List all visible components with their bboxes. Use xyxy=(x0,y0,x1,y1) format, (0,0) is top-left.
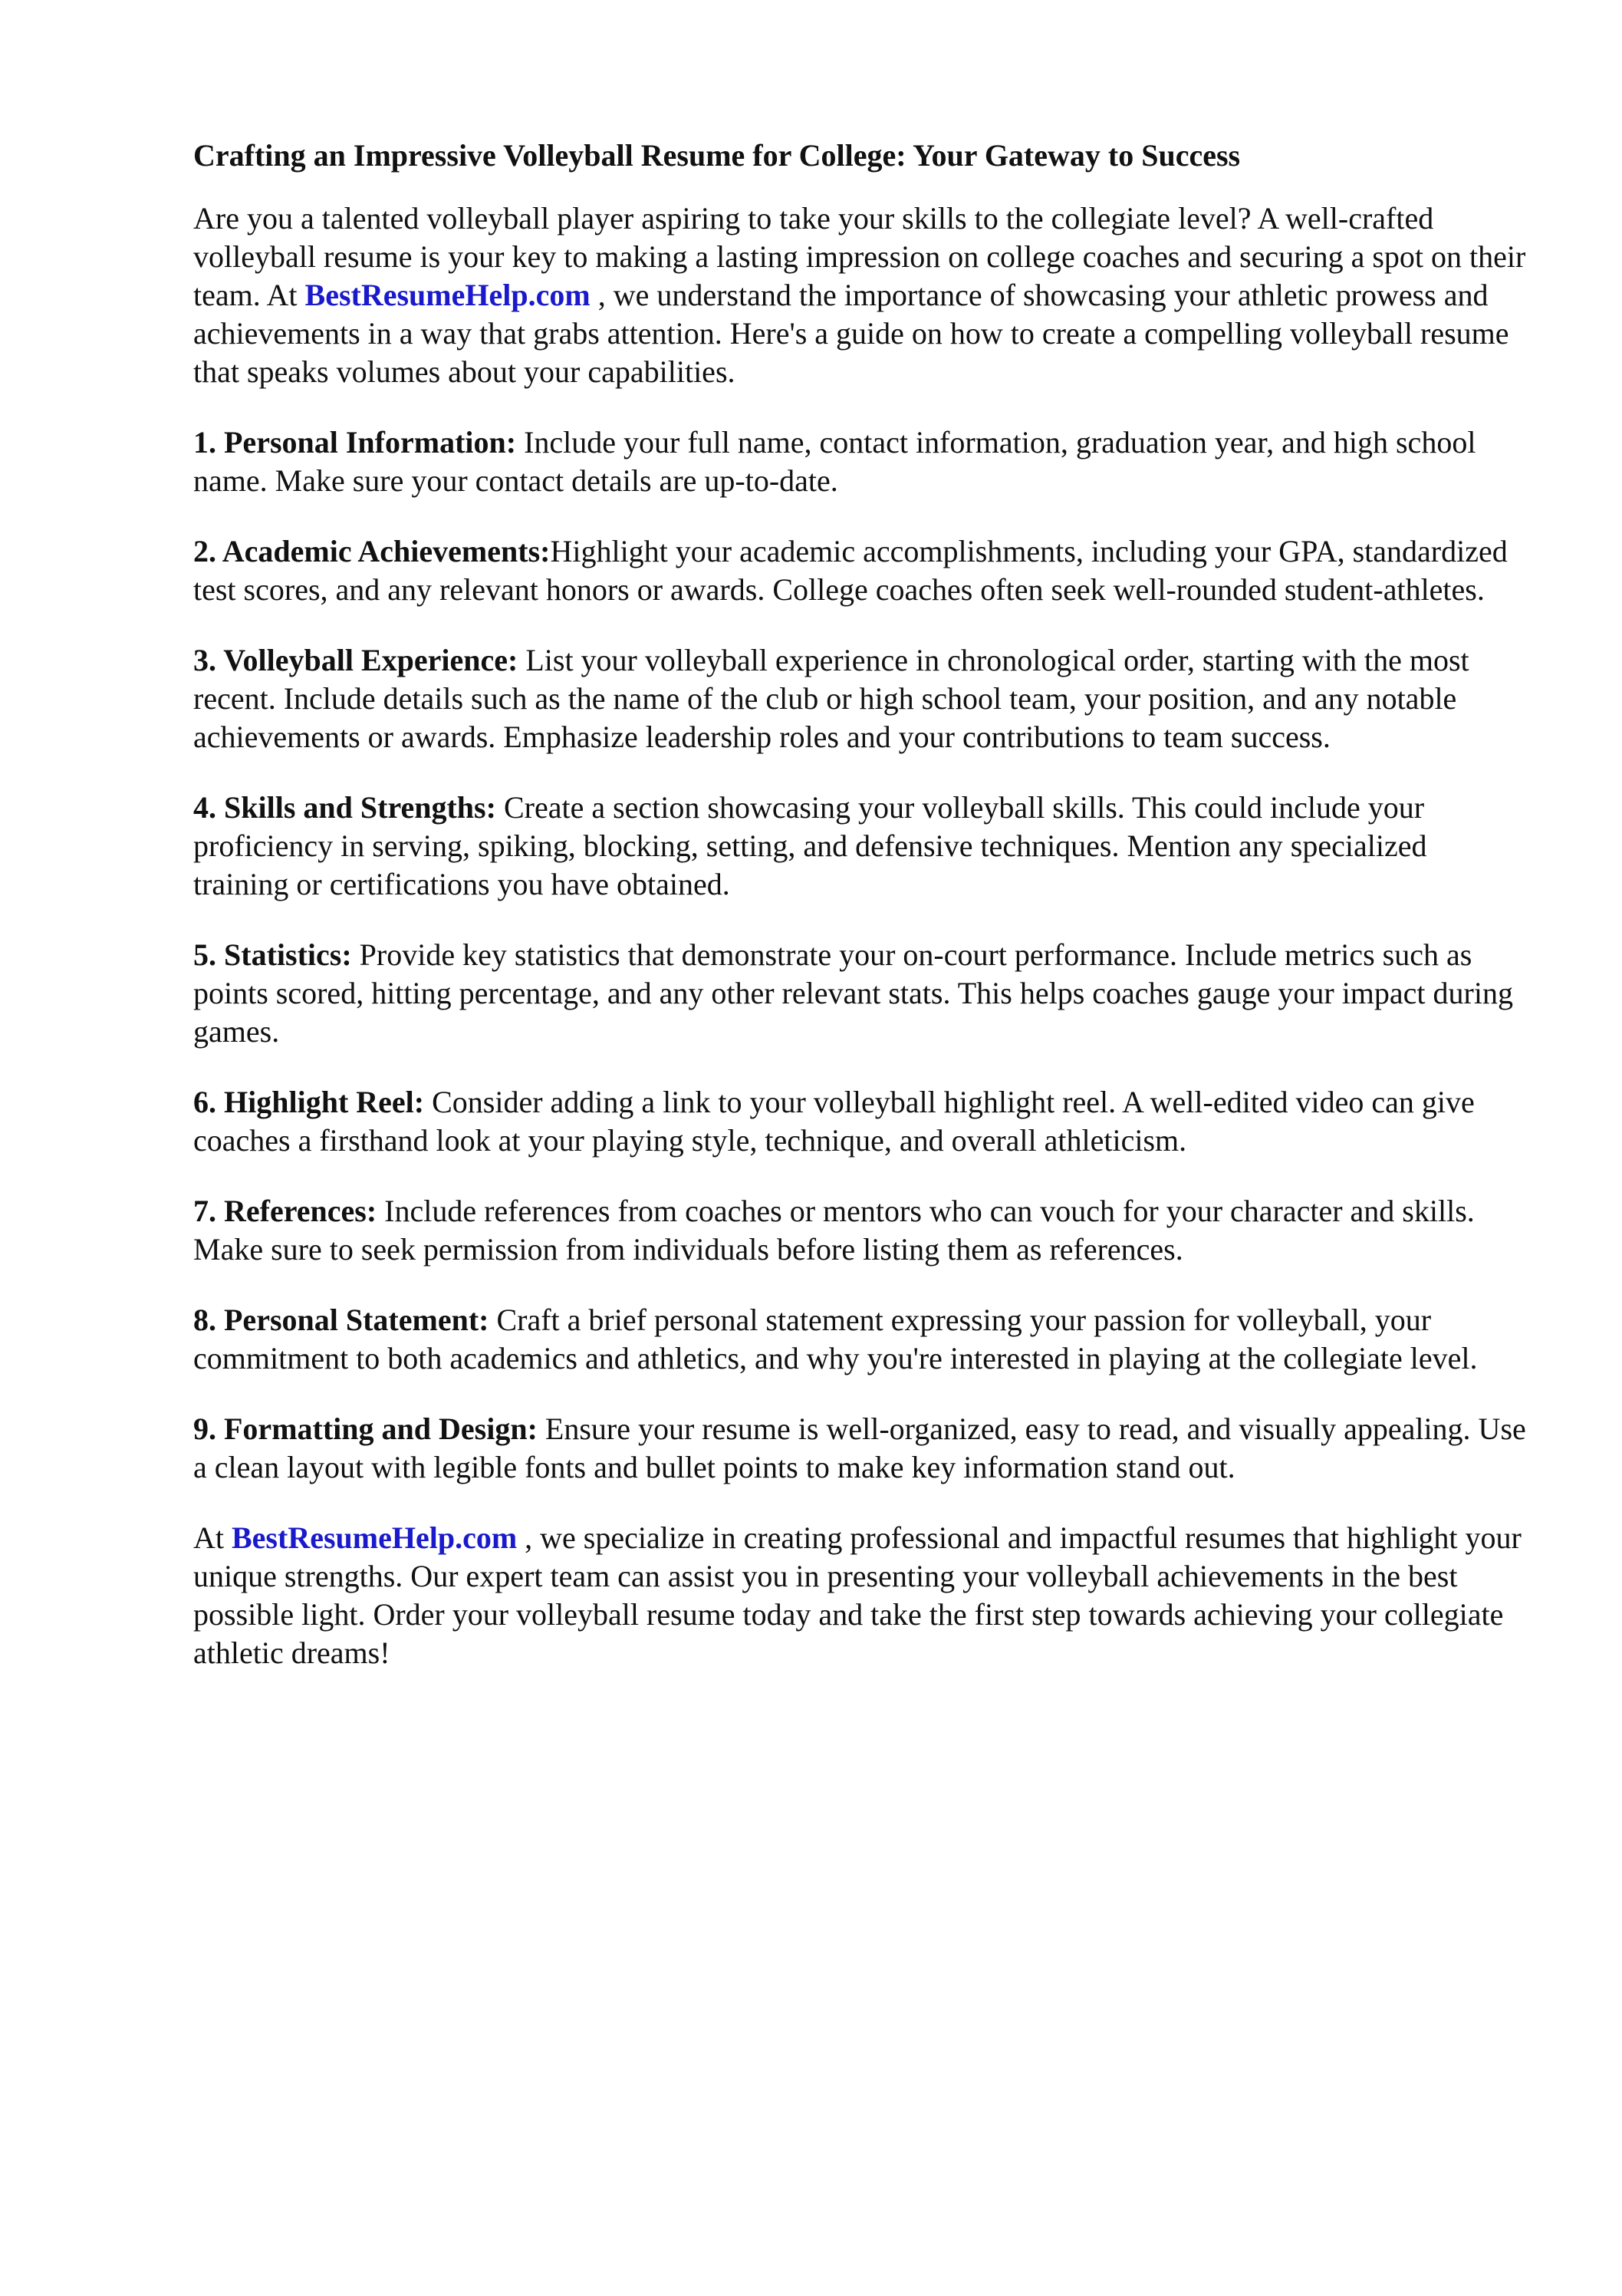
section-body: Consider adding a link to your volleyball highlight reel. A well-edited video can give coaches a firsthand look at your playing style, technique, and overall athleticism. xyxy=(193,1085,1475,1158)
section-references xyxy=(193,1192,1528,1269)
section-body: Ensure your resume is well-organized, easy to read, and visually appealing. Use a clean layout with legible fonts and bullet points to make key information stand out. xyxy=(193,1412,1526,1484)
intro-text-start: Are you a talented volleyball player aspiring to take your skills to the collegiate level? A well-crafted volleyball resume is your key to making a lasting impression on college coaches and securing a spot on their team. At xyxy=(193,201,1526,312)
closing-text-end: , we specialize in creating professional and impactful resumes that highlight your unique strengths. Our expert team can assist you in presenting your volleyball achievements in the best possible light. Order your volleyball resume today and take the first step towards achieving your collegiate athletic dreams! xyxy=(193,1520,1522,1670)
section-body: Craft a brief personal statement expressing your passion for volleyball, your commitment to both academics and athletics, and why you're interested in playing at the collegiate level. xyxy=(193,1303,1478,1375)
section-heading: 9. Formatting and Design: xyxy=(193,1412,538,1446)
section-heading: 1. Personal Information: xyxy=(193,425,517,460)
intro-text-end: , we understand the importance of showcasing your athletic prowess and achievements in a way that grabs attention. Here's a guide on how to create a compelling volleyball resume that speaks volumes about your capabilities. xyxy=(193,278,1509,389)
section-body: Provide key statistics that demonstrate your on-court performance. Include metrics such as points scored, hitting percentage, and any other relevant stats. This helps coaches gauge your impact during games. xyxy=(193,937,1513,1049)
section-heading: 3. Volleyball Experience: xyxy=(193,643,518,677)
section-body: Include references from coaches or mentors who can vouch for your character and skills. Make sure to seek permission from individuals before listing them as references. xyxy=(193,1194,1475,1267)
section-heading: 2. Academic Achievements: xyxy=(193,534,551,568)
closing-site-link[interactable]: BestResumeHelp.com xyxy=(232,1520,518,1555)
section-academic-achievements xyxy=(193,532,1528,609)
section-heading: 6. Highlight Reel: xyxy=(193,1085,425,1119)
closing-paragraph xyxy=(193,1519,1528,1672)
section-heading: 5. Statistics: xyxy=(193,937,352,972)
section-heading: 8. Personal Statement: xyxy=(193,1303,489,1337)
section-body: Highlight your academic accomplishments, including your GPA, standardized test scores, and any relevant honors or awards. College coaches often seek well-rounded student-athletes. xyxy=(193,534,1508,607)
section-body: Include your full name, contact information, graduation year, and high school name. Make sure your contact details are up-to-date. xyxy=(193,425,1476,498)
closing-text-start: At xyxy=(193,1520,232,1555)
section-formatting-and-design xyxy=(193,1410,1528,1487)
section-volleyball-experience xyxy=(193,641,1528,756)
section-heading: 7. References: xyxy=(193,1194,377,1228)
intro-site-link[interactable]: BestResumeHelp.com xyxy=(304,278,591,312)
section-skills-and-strengths xyxy=(193,789,1528,904)
section-body: Create a section showcasing your volleyball skills. This could include your proficiency in serving, spiking, blocking, setting, and defensive techniques. Mention any specialized training or certifications you have obtained. xyxy=(193,790,1427,901)
document-page xyxy=(193,137,1528,1705)
section-body: List your volleyball experience in chronological order, starting with the most recent. Include details such as the name of the club or high school team, your position, and any notable achievements or awards. Emphasize leadership roles and your contributions to team success. xyxy=(193,643,1469,754)
section-personal-information xyxy=(193,423,1528,500)
section-personal-statement xyxy=(193,1301,1528,1378)
section-heading: 4. Skills and Strengths: xyxy=(193,790,496,825)
section-highlight-reel xyxy=(193,1083,1528,1160)
intro-paragraph xyxy=(193,199,1528,391)
document-title: Crafting an Impressive Volleyball Resume for College: Your Gateway to Success xyxy=(193,138,1241,173)
section-statistics xyxy=(193,936,1528,1051)
